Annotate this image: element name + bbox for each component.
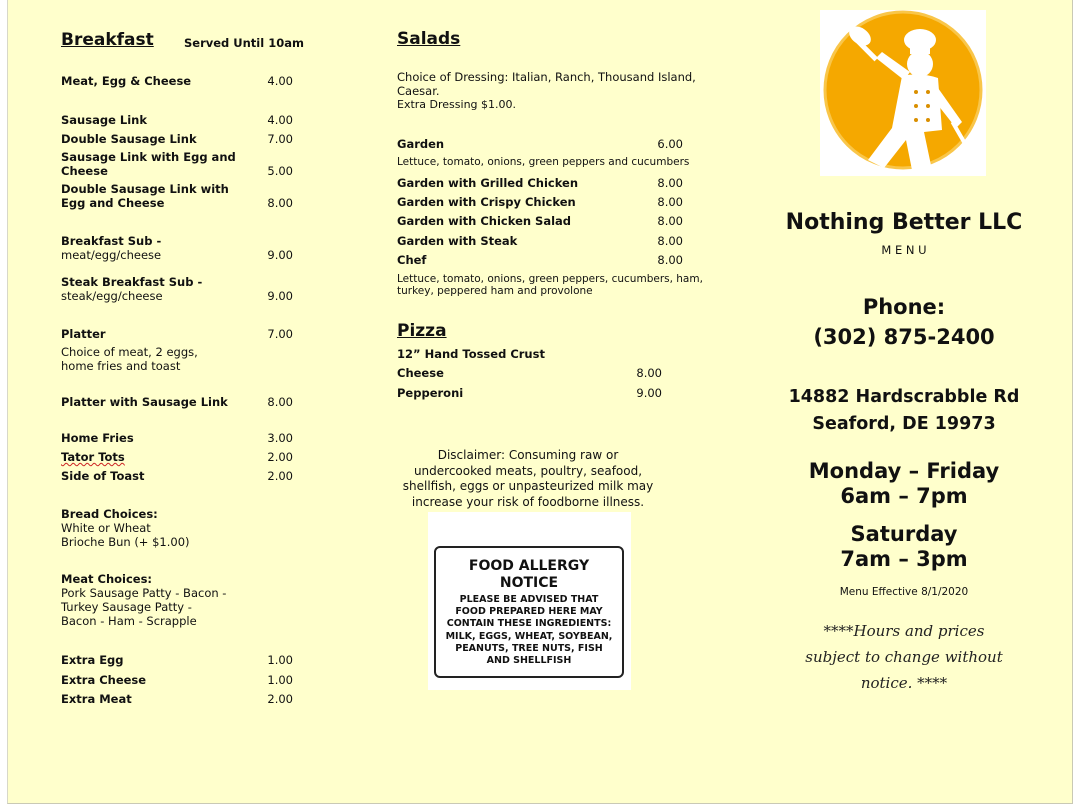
menu-item-price: 9.00 [267, 289, 293, 303]
salad-item-name: Garden with Steak [397, 234, 518, 248]
meat-choice: Bacon - Ham - Scrapple [61, 614, 197, 628]
extra-item-price: 2.00 [267, 692, 293, 706]
disclaimer-line: shellfish, eggs or unpasteurized milk may [402, 479, 654, 493]
menu-item-price: 9.00 [267, 248, 293, 262]
allergy-line: MILK, EGGS, WHEAT, SOYBEAN, [445, 630, 613, 642]
bread-choices-heading: Bread Choices: [61, 507, 158, 521]
menu-item-price: 4.00 [267, 74, 293, 88]
menu-item-name: Side of Toast [61, 469, 145, 483]
dressing-note: Caesar. [397, 84, 440, 98]
salad-item-name: Garden with Grilled Chicken [397, 176, 579, 190]
disclaimer-line: Disclaimer: Consuming raw or [437, 448, 619, 462]
salad-item-price: 8.00 [657, 176, 683, 190]
menu-effective-date: Menu Effective 8/1/2020 [839, 586, 969, 598]
menu-label: M E N U [881, 243, 927, 257]
bread-choice: White or Wheat [61, 521, 151, 535]
pizza-item-name: Pepperoni [397, 386, 464, 400]
menu-item-description: Choice of meat, 2 eggs, [61, 345, 198, 359]
menu-item-price: 7.00 [267, 327, 293, 341]
disclaimer-line: undercooked meats, poultry, seafood, [413, 463, 643, 478]
allergy-body [436, 594, 622, 667]
salad-item-price: 8.00 [657, 253, 683, 267]
menu-item-name: Sausage Link with Egg and [61, 150, 236, 164]
menu-item-price: 4.00 [267, 113, 293, 127]
breakfast-heading: Breakfast [61, 30, 154, 50]
change-notice-line: subject to change without [805, 648, 1003, 666]
menu-item-name: Meat, Egg & Cheese [61, 74, 192, 88]
hours-saturday-day: Saturday [850, 522, 958, 546]
menu-item-name: Home Fries [61, 431, 134, 445]
meat-choices-heading: Meat Choices: [61, 572, 153, 586]
menu-item-description: home fries and toast [61, 359, 181, 373]
salad-item-price: 8.00 [657, 214, 683, 228]
allergy-line: PLEASE BE ADVISED THAT [459, 594, 599, 605]
pizza-item-price: 9.00 [636, 386, 662, 400]
pizza-item-name: Cheese [397, 366, 444, 380]
allergy-notice-image [428, 512, 631, 690]
menu-item-price: 7.00 [267, 132, 293, 146]
salad-item-name: Garden with Crispy Chicken [397, 195, 576, 209]
menu-item-name-cont: steak/egg/cheese [61, 289, 163, 303]
bread-choice: Brioche Bun (+ $1.00) [61, 535, 190, 549]
menu-item-name: Double Sausage Link with [61, 182, 229, 196]
meat-choice: Pork Sausage Patty - Bacon - [61, 586, 227, 600]
phone-label: Phone: [862, 295, 946, 319]
menu-item-name-cont: meat/egg/cheese [61, 248, 162, 262]
change-notice-line: ****Hours and prices [823, 622, 985, 640]
menu-item-name: Platter [61, 327, 106, 341]
hours-weekday-times: 6am – 7pm [840, 484, 968, 508]
chef-logo-icon [820, 10, 986, 176]
menu-item-price: 5.00 [267, 164, 293, 178]
allergy-title: NOTICE [499, 575, 559, 591]
address-line: Seaford, DE 19973 [812, 414, 996, 434]
hours-weekday-days: Monday – Friday [808, 459, 1000, 483]
menu-item-price: 3.00 [267, 431, 293, 445]
extra-item-name: Extra Cheese [61, 673, 147, 687]
business-name: Nothing Better LLC [785, 210, 1023, 235]
salad-item-name: Garden with Chicken Salad [397, 214, 572, 228]
extra-item-price: 1.00 [267, 673, 293, 687]
pizza-crust: 12” Hand Tossed Crust [397, 347, 545, 361]
allergy-line: FOOD PREPARED HERE MAY [455, 606, 603, 618]
extra-dressing-note: Extra Dressing $1.00. [397, 98, 517, 111]
breakfast-served-note: Served Until 10am [184, 36, 304, 50]
salad-item-name: Garden [397, 137, 445, 151]
hours-saturday-times: 7am – 3pm [840, 547, 968, 571]
menu-item-name-cont: Egg and Cheese [61, 196, 165, 210]
salad-item-price: 8.00 [657, 234, 683, 248]
allergy-title: FOOD ALLERGY [468, 558, 590, 574]
menu-item-name: Breakfast Sub - [61, 234, 162, 248]
allergy-line: CONTAIN THESE INGREDIENTS: [446, 618, 612, 630]
menu-item-price: 2.00 [267, 450, 293, 464]
menu-item-name: Steak Breakfast Sub - [61, 275, 203, 289]
menu-item-price: 8.00 [267, 196, 293, 210]
menu-item-price: 2.00 [267, 469, 293, 483]
disclaimer [393, 448, 663, 510]
pizza-heading: Pizza [397, 321, 447, 341]
chef-logo-svg [820, 10, 986, 176]
menu-item-name: Platter with Sausage Link [61, 395, 228, 409]
extra-item-name: Extra Meat [61, 692, 132, 706]
allergy-line: AND SHELLFISH [486, 655, 572, 667]
pizza-item-price: 8.00 [636, 366, 662, 380]
salad-description: turkey, peppered ham and provolone [397, 285, 593, 297]
menu-item-price: 8.00 [267, 395, 293, 409]
allergy-notice-sign [434, 546, 624, 678]
salads-heading: Salads [397, 29, 461, 49]
extra-item-name: Extra Egg [61, 653, 124, 667]
salad-description: Lettuce, tomato, onions, green peppers, cucumbers, ham, [397, 273, 703, 285]
menu-item-name: Double Sausage Link [61, 132, 197, 146]
meat-choice: Turkey Sausage Patty - [61, 600, 192, 614]
salad-item-price: 6.00 [657, 137, 683, 151]
salad-item-name: Chef [397, 253, 427, 267]
extra-item-price: 1.00 [267, 653, 293, 667]
address-line: 14882 Hardscrabble Rd [788, 387, 1020, 407]
salad-item-price: 8.00 [657, 195, 683, 209]
disclaimer-line: increase your risk of foodborne illness. [411, 494, 645, 509]
menu-item-name-cont: Cheese [61, 164, 108, 178]
salad-description: Lettuce, tomato, onions, green peppers and cucumbers [397, 156, 690, 168]
change-notice-line: notice. **** [860, 674, 948, 692]
dressing-note: Choice of Dressing: Italian, Ranch, Thousand Island, [397, 70, 696, 84]
phone-number: (302) 875-2400 [813, 325, 995, 349]
menu-item-name: Tator Tots [61, 450, 125, 464]
menu-item-name: Sausage Link [61, 113, 147, 127]
menu-page [7, 0, 1073, 804]
allergy-line: PEANUTS, TREE NUTS, FISH [455, 642, 603, 654]
